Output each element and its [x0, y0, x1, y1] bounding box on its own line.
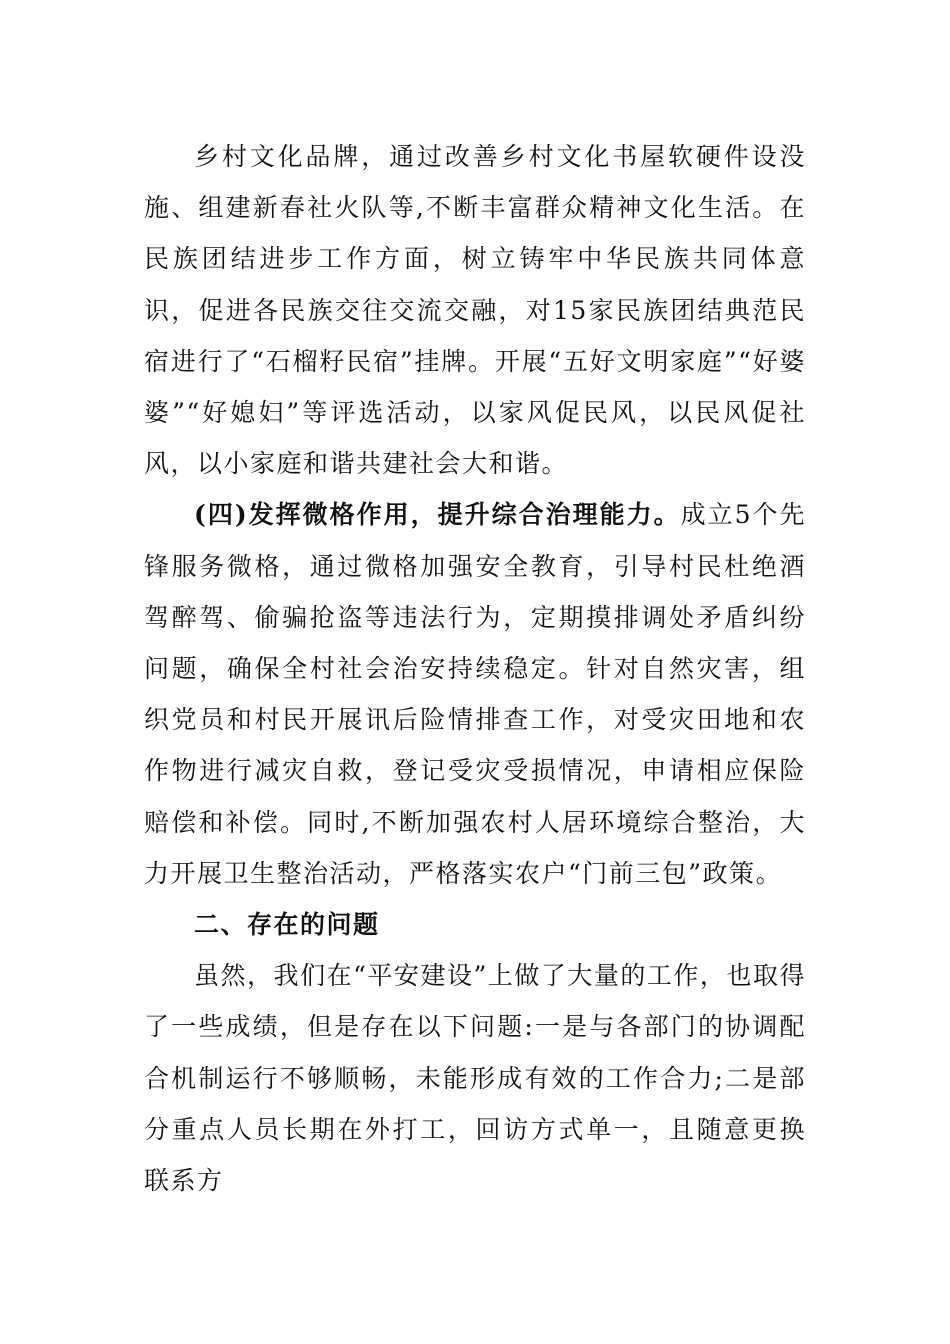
paragraph-grid-governance: [144, 489, 806, 899]
document-body: [144, 131, 806, 1206]
section-heading: 二、存在的问题: [194, 910, 380, 940]
paragraph-culture-brand: 乡村文化品牌，通过改善乡村文化书屋软硬件设没施、组建新春社火队等,不断丰富群众精神文化生活。在民族团结进步工作方面，树立铸牢中华民族共同体意识，促进各民族交往交流交融，对15家民族团结典范民宿进行了“石榴籽民宿”挂牌。开展“五好文明家庭”“好婆婆”“好媳妇”等评选活动，以家风促民风，以民风促社风，以小家庭和谐共建社会大和谐。: [144, 142, 806, 479]
paragraph-lead-heading: (四)发挥微格作用，提升综合治理能力。: [194, 500, 681, 530]
paragraph-problems: 虽然，我们在“平安建设”上做了大量的工作，也取得了一些成绩，但是存在以下问题:一是与各部门的协调配合机制运行不够顺畅，未能形成有效的工作合力;二是部分重点人员长期在外打工，回访方式单一，且随意更换联系方: [144, 961, 806, 1196]
paragraph-body-text: 成立5个先锋服务微格，通过微格加强安全教育，引导村民杜绝酒驾醉驾、偷骗抢盗等违法行为，定期摸排调处矛盾纠纷问题，确保全村社会治安持续稳定。针对自然灾害，组织党员和村民开展讯后险情排查工作，对受灾田地和农作物进行减灾自救，登记受灾受损情况，申请相应保险赔偿和补偿。同时,不断加强农村人居环境综合整治，大力开展卫生整治活动，严格落实农户“门前三包”政策。: [144, 500, 807, 888]
